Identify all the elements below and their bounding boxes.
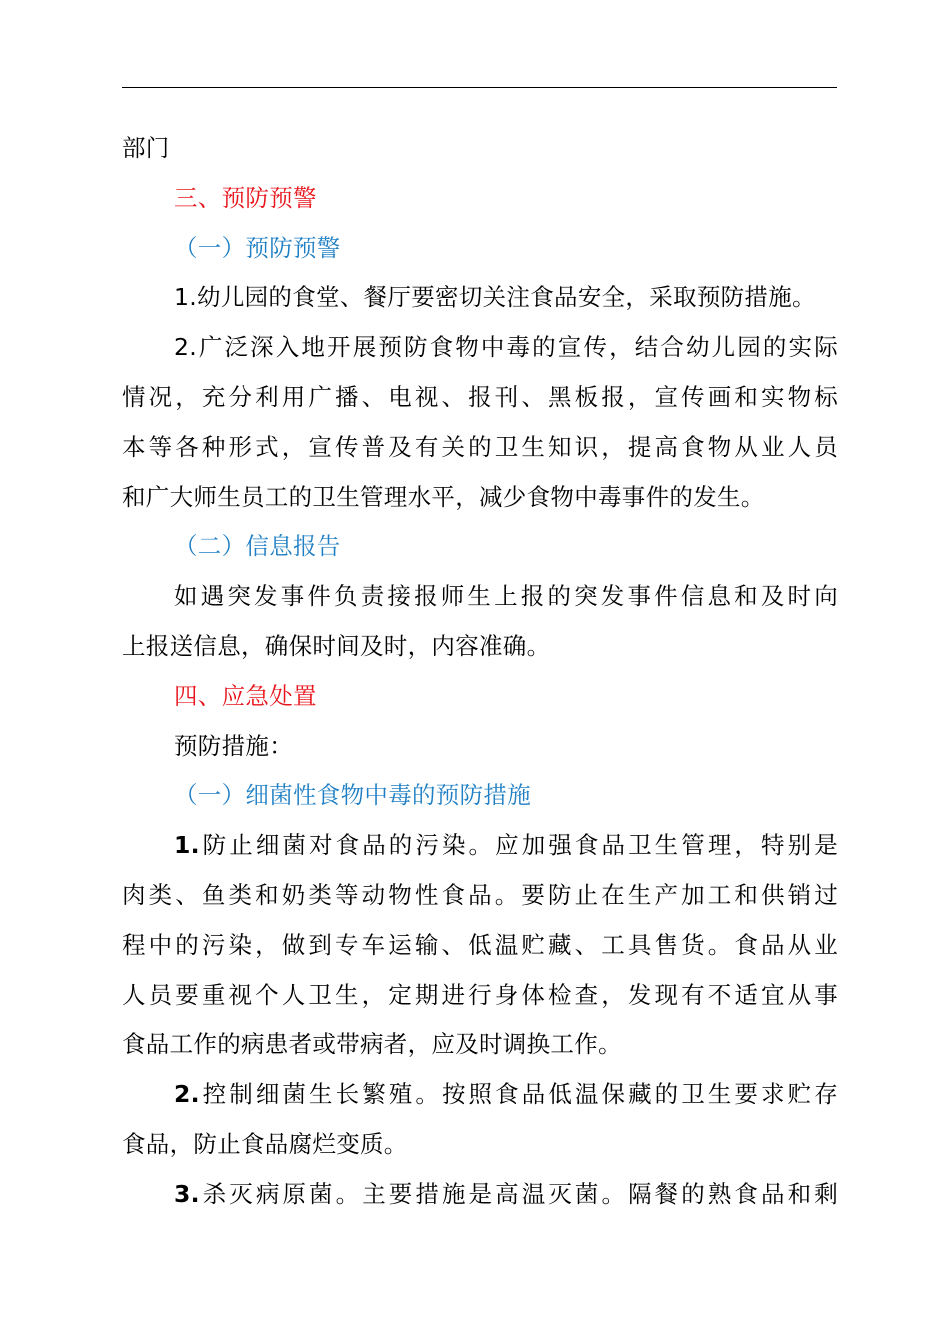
item-number: 1.	[174, 831, 200, 860]
paragraph-line: 食品，防止食品腐烂变质。	[122, 1129, 408, 1158]
paragraph-line: 情况，充分利用广播、电视、报刊、黑板报，宣传画和实物标	[122, 382, 838, 411]
subsection-heading-3-2: （二）信息报告	[174, 532, 341, 561]
subsection-heading-4-1: （一）细菌性食物中毒的预防措施	[174, 781, 531, 810]
body-line-continuation: 部门	[122, 134, 170, 162]
paragraph-measure-2	[122, 1070, 838, 1120]
paragraph-line: 上报送信息，确保时间及时，内容准确。	[122, 631, 551, 660]
label-prevention-measures: 预防措施：	[174, 731, 293, 760]
section-heading-4: 四、应急处置	[174, 681, 317, 710]
paragraph-line: 程中的污染，做到专车运输、低温贮藏、工具售货。食品从业	[122, 930, 838, 959]
item-text: 控制细菌生长繁殖。按照食品低温保藏的卫生要求贮存	[199, 1080, 838, 1109]
paragraph-line: 本等各种形式，宣传普及有关的卫生知识，提高食物从业人员	[122, 432, 838, 461]
item-text: 杀灭病原菌。主要措施是高温灭菌。隔餐的熟食品和剩	[199, 1179, 838, 1208]
header-rule	[122, 87, 837, 88]
paragraph-measure-1	[122, 821, 838, 871]
document-body	[122, 124, 838, 1220]
paragraph-line: 肉类、鱼类和奶类等动物性食品。要防止在生产加工和供销过	[122, 880, 838, 909]
paragraph-info-report: 如遇突发事件负责接报师生上报的突发事件信息和及时向	[174, 582, 838, 611]
paragraph-item-2: 2.广泛深入地开展预防食物中毒的宣传，结合幼儿园的实际	[174, 333, 838, 362]
section-heading-3: 三、预防预警	[174, 183, 317, 212]
item-text: 防止细菌对食品的污染。应加强食品卫生管理，特别是	[199, 831, 838, 860]
item-number: 3.	[174, 1179, 200, 1208]
paragraph-measure-3	[122, 1170, 838, 1220]
item-number: 2.	[174, 1080, 200, 1109]
paragraph-item-1: 1.幼儿园的食堂、餐厅要密切关注食品安全，采取预防措施。	[174, 283, 816, 312]
paragraph-line: 和广大师生员工的卫生管理水平，减少食物中毒事件的发生。	[122, 482, 765, 511]
paragraph-line: 食品工作的病患者或带病者，应及时调换工作。	[122, 1030, 622, 1059]
paragraph-line: 人员要重视个人卫生，定期进行身体检查，发现有不适宜从事	[122, 980, 838, 1009]
subsection-heading-3-1: （一）预防预警	[174, 233, 341, 262]
